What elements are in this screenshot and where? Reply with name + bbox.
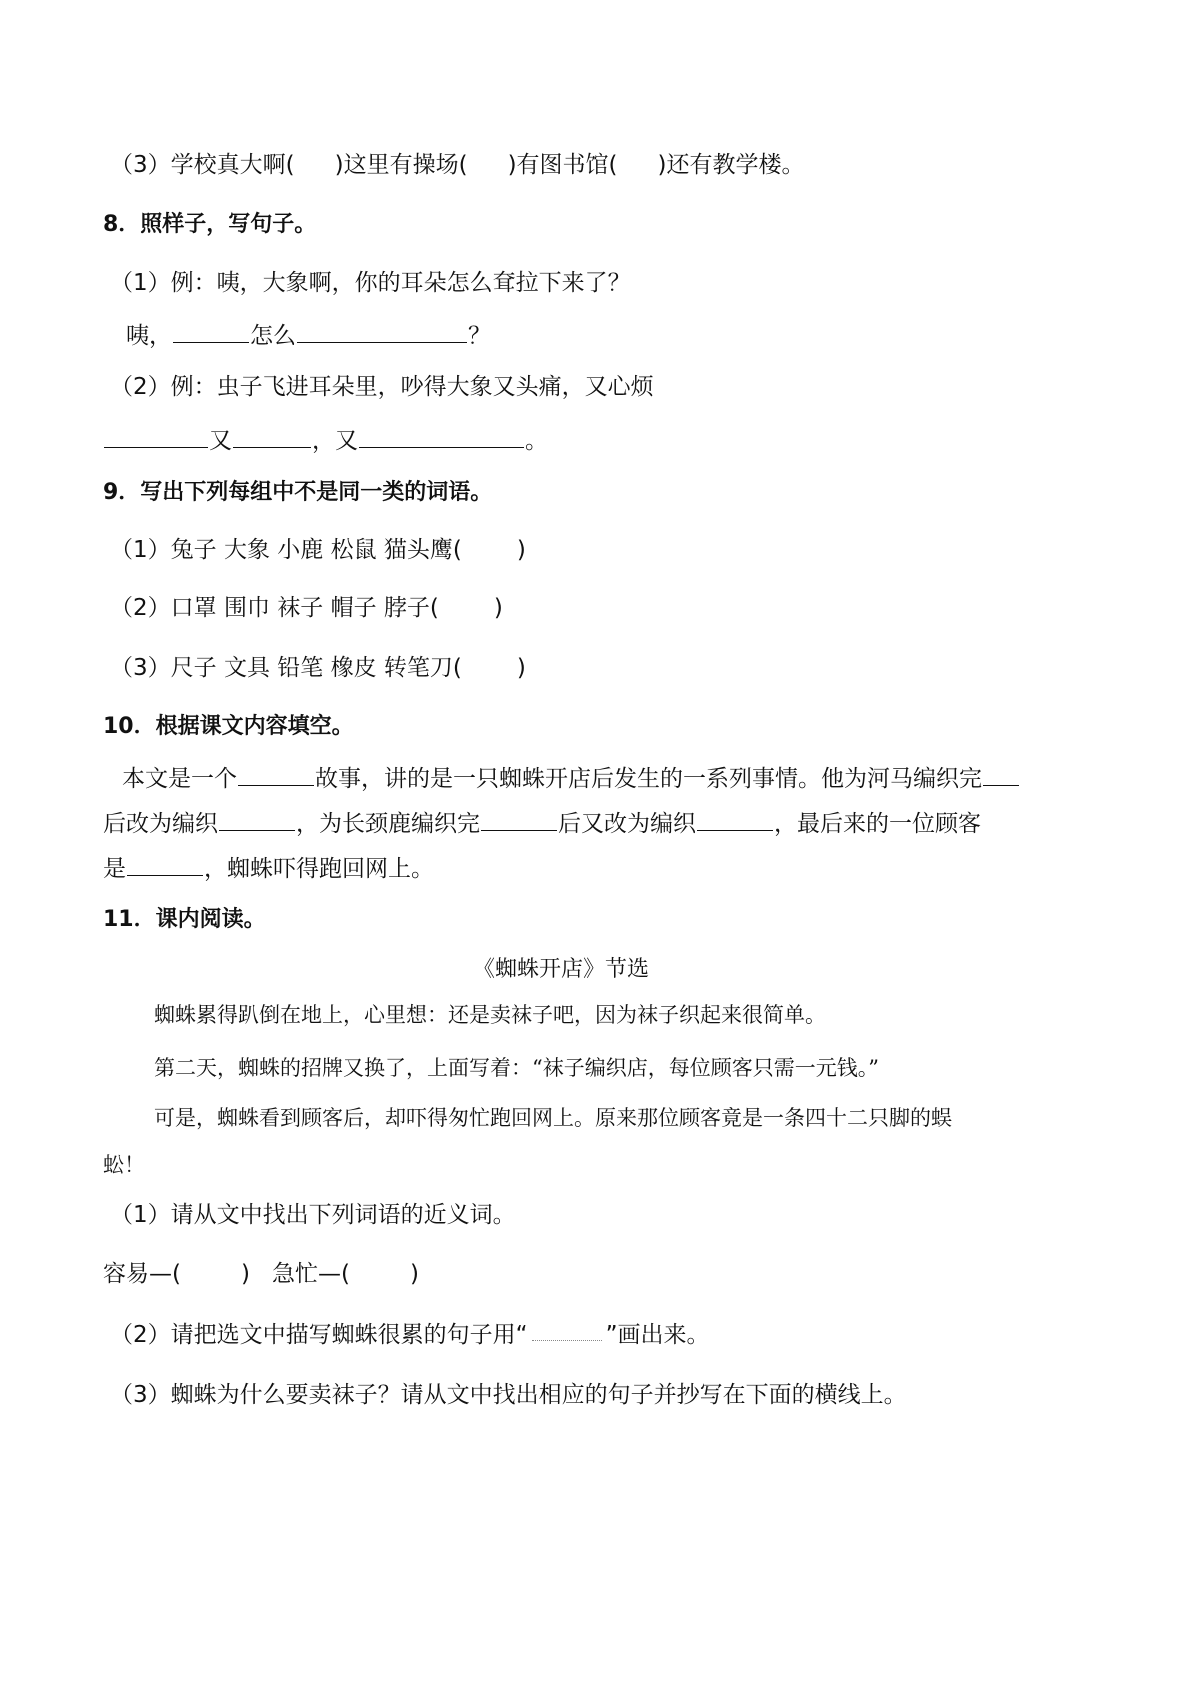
answer-blank[interactable]	[219, 808, 295, 831]
q8-item2: （2）例：虫子飞进耳朵里，吵得大象又头痛，又心烦	[110, 374, 654, 400]
q11-sub1-fill	[103, 1259, 419, 1289]
answer-blank[interactable]	[127, 853, 203, 876]
passage-paragraph-1: 蜘蛛累得趴倒在地上，心里想：还是卖袜子吧，因为袜子织起来很简单。	[154, 1003, 826, 1027]
q8-item1: （1）例：咦，大象啊，你的耳朵怎么耷拉下来了？	[110, 270, 631, 296]
q10-text: ，为长颈鹿编织完	[296, 811, 480, 837]
passage-title: 《蜘蛛开店》节选	[473, 957, 650, 982]
passage-paragraph-3: 可是，蜘蛛看到顾客后，却吓得匆忙跑回网上。原来那位顾客竟是一条四十二只脚的蜈	[154, 1106, 952, 1130]
wavy-underline-sample	[532, 1330, 602, 1341]
q7-item3-part-a: （3）学校真大啊(	[110, 152, 295, 178]
synonym-prompt: 容易—(	[103, 1261, 181, 1287]
close-paren: )	[516, 537, 526, 563]
q10-text: ，最后来的一位顾客	[774, 811, 981, 837]
q10-text: 故事，讲的是一只蜘蛛开店后发生的一系列事情。他为河马编织完	[315, 766, 982, 792]
q9-heading: 9．写出下列每组中不是同一类的词语。	[103, 480, 493, 505]
q7-item3-part-c: )有图书馆(	[507, 152, 618, 178]
answer-blank[interactable]	[297, 320, 467, 343]
close-paren: )	[516, 655, 526, 681]
q11-sub1: （1）请从文中找出下列词语的近义词。	[110, 1202, 516, 1228]
q10-text: 是	[103, 856, 126, 882]
q11-sub2-text: （2）请把选文中描写蜘蛛很累的句子用“	[110, 1322, 528, 1348]
answer-blank[interactable]	[697, 808, 773, 831]
q10-line1	[122, 763, 1020, 794]
fill-prefix: 咦，	[126, 323, 172, 349]
q9-item-text: （2）口罩 围巾 袜子 帽子 脖子(	[110, 595, 439, 621]
q7-item3	[110, 150, 805, 180]
answer-blank[interactable]	[173, 320, 249, 343]
q8-heading: 8．照样子，写句子。	[103, 212, 317, 237]
q9-item	[110, 653, 526, 683]
answer-blank[interactable]	[104, 425, 208, 448]
q10-text: 后改为编织	[103, 811, 218, 837]
q11-sub2-text: ”画出来。	[605, 1322, 710, 1348]
q9-item-text: （1）兔子 大象 小鹿 松鼠 猫头鹰(	[110, 537, 462, 563]
close-paren: )	[493, 595, 503, 621]
q10-line3	[103, 853, 434, 884]
q11-sub3: （3）蜘蛛为什么要卖袜子？请从文中找出相应的句子并抄写在下面的横线上。	[110, 1382, 907, 1408]
passage-paragraph-2: 第二天，蜘蛛的招牌又换了，上面写着：“袜子编织店，每位顾客只需一元钱。”	[154, 1056, 879, 1080]
fill-middle: ，又	[312, 428, 358, 454]
q10-text: 后又改为编织	[558, 811, 696, 837]
fill-middle: 怎么	[250, 323, 296, 349]
answer-blank[interactable]	[238, 763, 314, 786]
close-paren: )	[240, 1261, 250, 1287]
fill-middle: 又	[209, 428, 232, 454]
q10-text: 本文是一个	[122, 766, 237, 792]
answer-blank[interactable]	[359, 425, 524, 448]
passage-paragraph-3-cont: 蚣！	[103, 1153, 145, 1177]
answer-blank[interactable]	[233, 425, 311, 448]
q7-item3-part-b: )这里有操场(	[334, 152, 468, 178]
q10-text: ，蜘蛛吓得跑回网上。	[204, 856, 434, 882]
q11-heading: 11．课内阅读。	[103, 907, 266, 932]
q7-item3-part-d: )还有教学楼。	[657, 152, 805, 178]
close-paren: )	[409, 1261, 419, 1287]
q9-item	[110, 593, 503, 623]
q8-item1-fill	[126, 320, 491, 351]
q9-item-text: （3）尺子 文具 铅笔 橡皮 转笔刀(	[110, 655, 462, 681]
fill-end: 。	[525, 428, 548, 454]
q9-item	[110, 535, 526, 565]
q11-sub2	[110, 1320, 709, 1350]
synonym-prompt: 急忙—(	[271, 1261, 350, 1287]
q10-heading: 10．根据课文内容填空。	[103, 714, 354, 739]
fill-end: ？	[468, 323, 491, 349]
q10-line2	[103, 808, 981, 839]
answer-blank[interactable]	[481, 808, 557, 831]
answer-blank[interactable]	[983, 763, 1019, 786]
q8-item2-fill	[103, 425, 548, 456]
